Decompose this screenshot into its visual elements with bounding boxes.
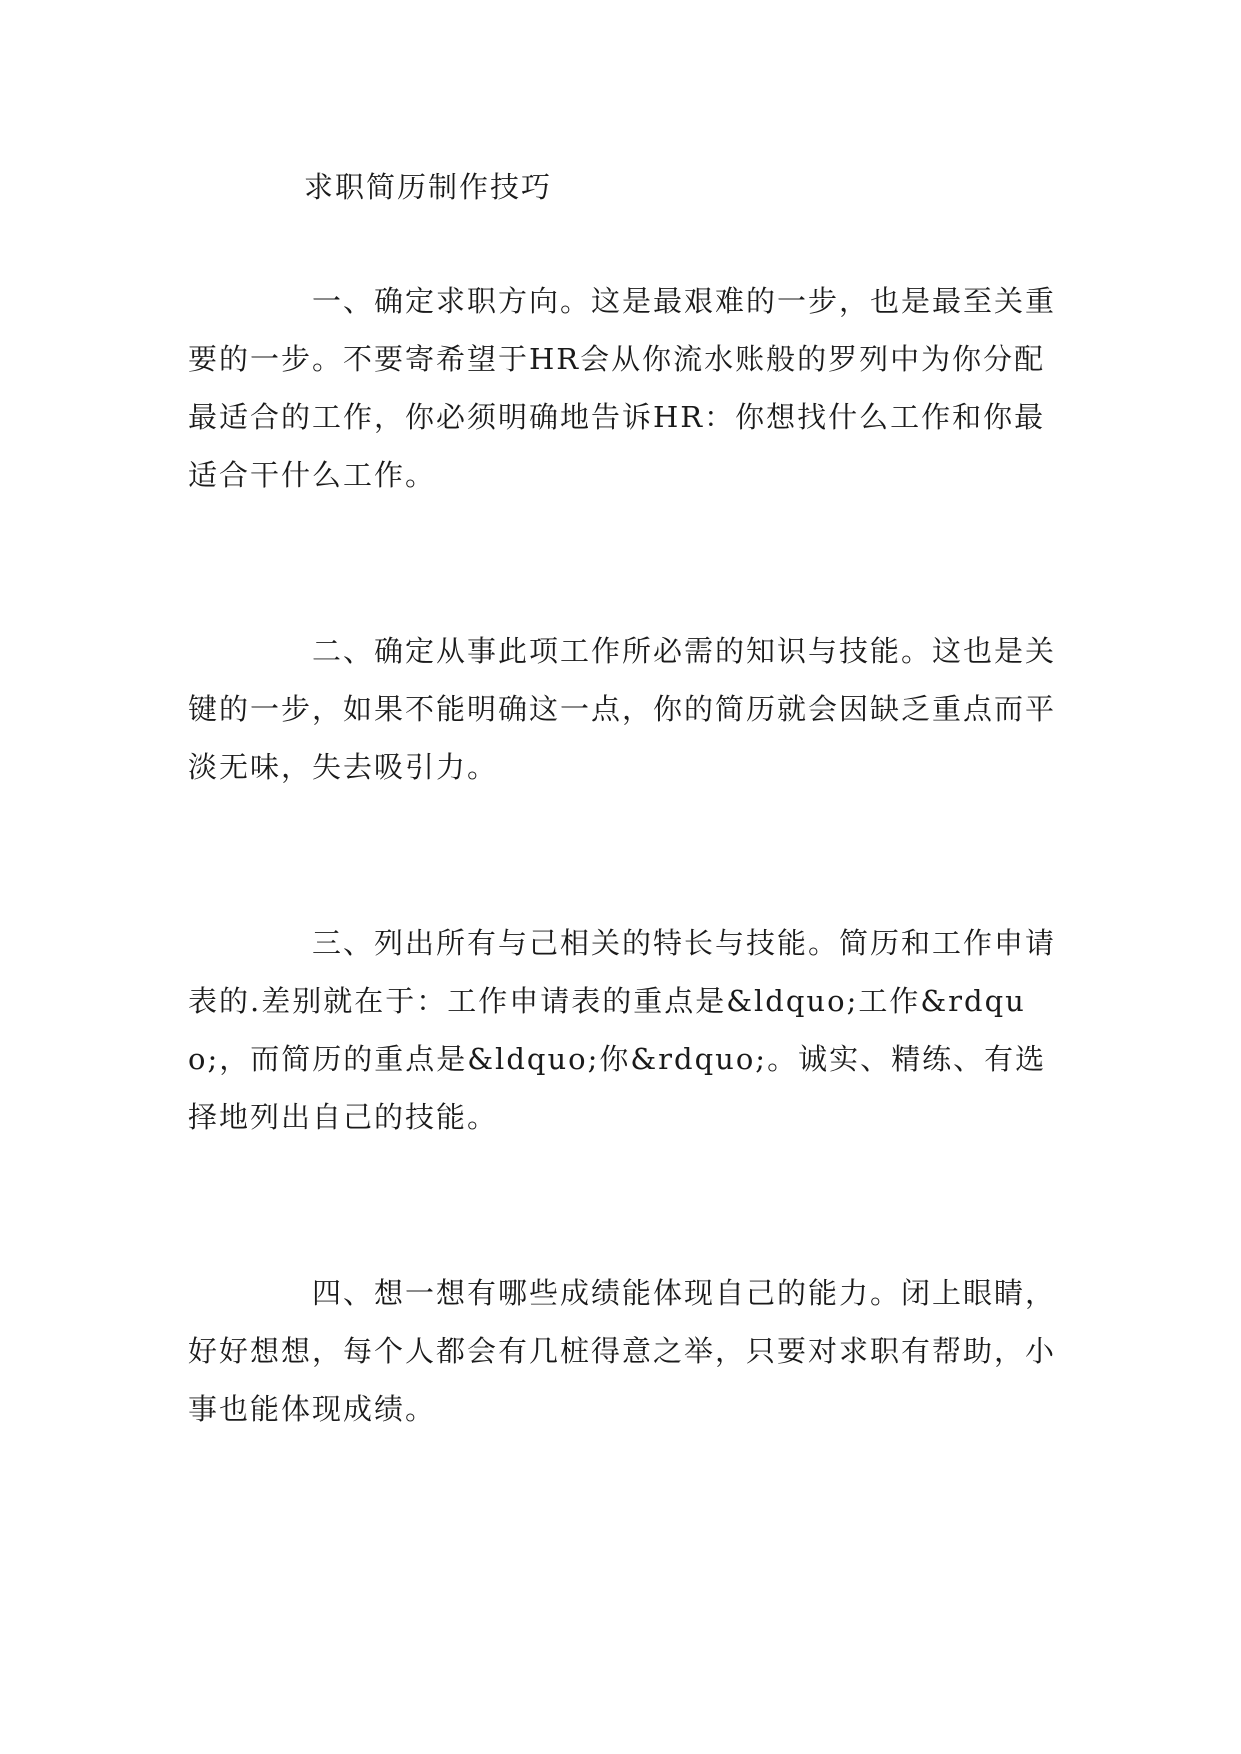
paragraph-1: 一、确定求职方向。这是最艰难的一步，也是最至关重要的一步。不要寄希望于HR会从你流水账般的罗列中为你分配最适合的工作，你必须明确地告诉HR：你想找什么工作和你最适合干什么工作。 — [188, 284, 1057, 492]
paragraph-3: 三、列出所有与己相关的特长与技能。简历和工作申请表的.差别就在于：工作申请表的重点是&ldquo;工作&rdquo;，而简历的重点是&ldquo;你&rdquo;。诚实、精练、有选择地列出自己的技能。 — [188, 926, 1057, 1134]
paragraph-4: 四、想一想有哪些成绩能体现自己的能力。闭上眼睛，好好想想，每个人都会有几桩得意之举，只要对求职有帮助，小事也能体现成绩。 — [188, 1276, 1057, 1426]
paragraph-2: 二、确定从事此项工作所必需的知识与技能。这也是关键的一步，如果不能明确这一点，你的简历就会因缺乏重点而平淡无味，失去吸引力。 — [188, 634, 1057, 784]
document-title: 求职简历制作技巧 — [304, 170, 553, 204]
